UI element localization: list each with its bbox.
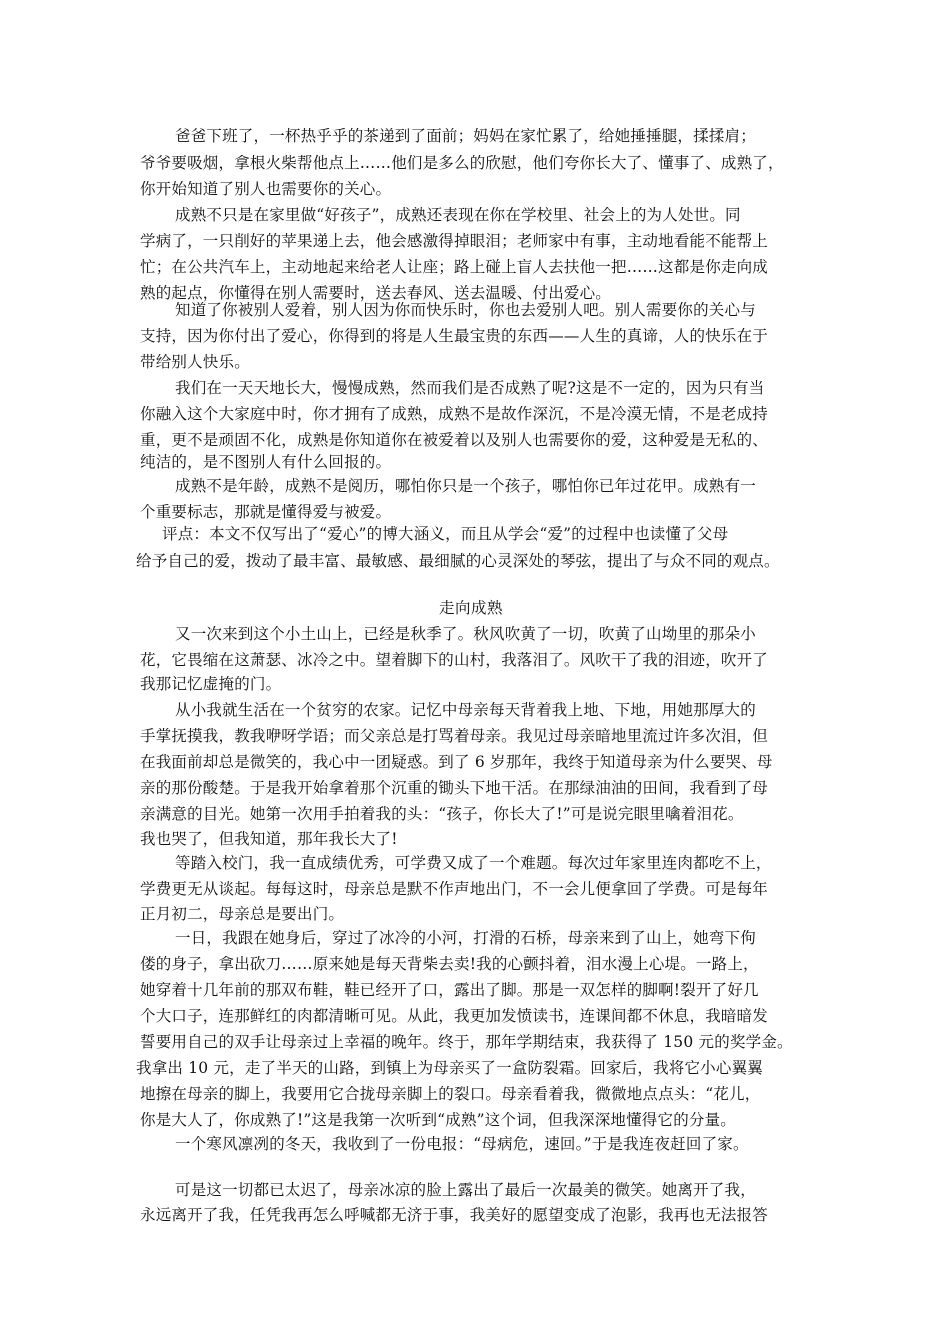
text-line: 我拿出 10 元，走了半天的山路，到镇上为母亲买了一盒防裂霜。回家后，我将它小心翼翼: [136, 1059, 763, 1077]
text-line: 正月初二，母亲总是要出门。: [140, 905, 345, 923]
text-line: 评点：本文不仅写出了“爱心”的博大涵义，而且从学会“爱”的过程中也读懂了父母: [162, 525, 729, 543]
text-line: 从小我就生活在一个贫穷的农家。记忆中母亲每天背着我上地、下地，用她那厚大的: [175, 701, 756, 719]
text-line: 知道了你被别人爱着，别人因为你而快乐时，你也去爱别人吧。别人需要你的关心与: [175, 301, 756, 319]
text-line: 个大口子，连那鲜红的肉都清晰可见。从此，我更加发愤读书，连课间都不休息，我暗暗发: [140, 1007, 769, 1025]
text-line: 她穿着十几年前的那双布鞋，鞋已经开了口，露出了脚。那是一双怎样的脚啊!裂开了好几: [140, 981, 759, 999]
text-line: 你开始知道了别人也需要你的关心。: [140, 180, 392, 198]
text-line: 我也哭了，但我知道，那年我长大了!: [140, 830, 398, 848]
text-line: 学费更无从谈起。每每这时，母亲总是默不作声地出门，不一会儿便拿回了学费。可是每年: [140, 880, 769, 898]
text-line: 偻的身子，拿出砍刀……原来她是每天背柴去卖!我的心颤抖着，泪水漫上心堤。一路上，: [140, 955, 759, 973]
text-line: 可是这一切都已太迟了，母亲冰凉的脸上露出了最后一次最美的微笑。她离开了我，: [175, 1181, 756, 1199]
text-line: 手掌抚摸我，教我咿呀学语；而父亲总是打骂着母亲。我见过母亲暗地里流过许多次泪，但: [140, 727, 769, 745]
text-line: 支持，因为你付出了爱心，你得到的将是人生最宝贵的东西——人生的真谛，人的快乐在于: [140, 327, 769, 345]
text-line: 爸爸下班了，一杯热乎乎的茶递到了面前；妈妈在家忙累了，给她捶捶腿，揉揉肩；: [175, 127, 756, 145]
text-line: 地擦在母亲的脚上，我要用它合拢母亲脚上的裂口。母亲看着我，微微地点点头：“花儿，: [140, 1085, 761, 1103]
text-line: 一日，我跟在她身后，穿过了冰冷的小河，打滑的石桥，母亲来到了山上，她弯下佝: [175, 929, 756, 947]
text-line: 花，它畏缩在这萧瑟、冰冷之中。望着脚下的山村，我落泪了。风吹干了我的泪迹，吹开了: [140, 651, 769, 669]
text-line: 重，更不是顽固不化，成熟是你知道你在被爱着以及别人也需要你的爱，这种爱是无私的、: [140, 431, 769, 449]
text-line: 誓要用自己的双手让母亲过上幸福的晚年。终于，那年学期结束，我获得了 150 元的奖学金。: [140, 1033, 793, 1051]
text-line: 成熟不只是在家里做“好孩子”，成熟还表现在你在学校里、社会上的为人处世。同: [175, 206, 741, 224]
text-line: 亲满意的目光。她第一次用手拍着我的头：“孩子，你长大了!”可是说完眼里噙着泪花。: [140, 805, 744, 823]
text-line: 给予自己的爱，拨动了最丰富、最敏感、最细腻的心灵深处的琴弦，提出了与众不同的观点。: [136, 552, 780, 570]
text-line: 你是大人了，你成熟了!”这是我第一次听到“成熟”这个词，但我深深地懂得它的分量。: [140, 1111, 737, 1129]
text-line: 你融入这个大家庭中时，你才拥有了成熟，成熟不是故作深沉，不是冷漠无情，不是老成持: [140, 405, 769, 423]
text-line: 熟的起点，你懂得在别人需要时，送去春风、送去温暖、付出爱心。: [140, 284, 612, 302]
text-line: 学病了，一只削好的苹果递上去，他会感激得掉眼泪；老师家中有事，主动地看能不能帮上: [140, 232, 769, 250]
text-line: 个重要标志，那就是懂得爱与被爱。: [140, 503, 392, 521]
text-line: 我们在一天天地长大，慢慢成熟，然而我们是否成熟了呢?这是不一定的，因为只有当: [175, 379, 765, 397]
text-line: 又一次来到这个小土山上，已经是秋季了。秋风吹黄了一切，吹黄了山坳里的那朵小: [175, 625, 756, 643]
text-line: 爷爷要吸烟，拿根火柴帮他点上……他们是多么的欣慰，他们夸你长大了、懂事了、成熟了，: [140, 154, 784, 172]
text-line: 等踏入校门，我一直成绩优秀，可学费又成了一个难题。每次过年家里连肉都吃不上，: [175, 854, 772, 872]
text-line: 我那记忆虚掩的门。: [140, 675, 282, 693]
text-line: 一个寒风凛冽的冬天，我收到了一份电报：“母病危，速回。”于是我连夜赶回了家。: [175, 1135, 749, 1153]
text-line: 纯洁的，是不图别人有什么回报的。: [140, 453, 392, 471]
text-line: 成熟不是年龄，成熟不是阅历，哪怕你只是一个孩子，哪怕你已年过花甲。成熟有一: [175, 477, 756, 495]
text-line: 亲的那份酸楚。于是我开始拿着那个沉重的锄头下地干活。在那绿油油的田间，我看到了母: [140, 779, 769, 797]
text-line: 永远离开了我，任凭我再怎么呼喊都无济于事，我美好的愿望变成了泡影，我再也无法报答: [140, 1206, 769, 1224]
article-title: 走向成熟: [439, 599, 504, 617]
text-line: 带给别人快乐。: [140, 353, 250, 371]
text-line: 忙；在公共汽车上，主动地起来给老人让座；路上碰上盲人去扶他一把……这都是你走向成: [140, 258, 769, 276]
text-line: 在我面前却总是微笑的，我心中一团疑惑。到了 6 岁那年，我终于知道母亲为什么要哭、母: [140, 753, 773, 771]
